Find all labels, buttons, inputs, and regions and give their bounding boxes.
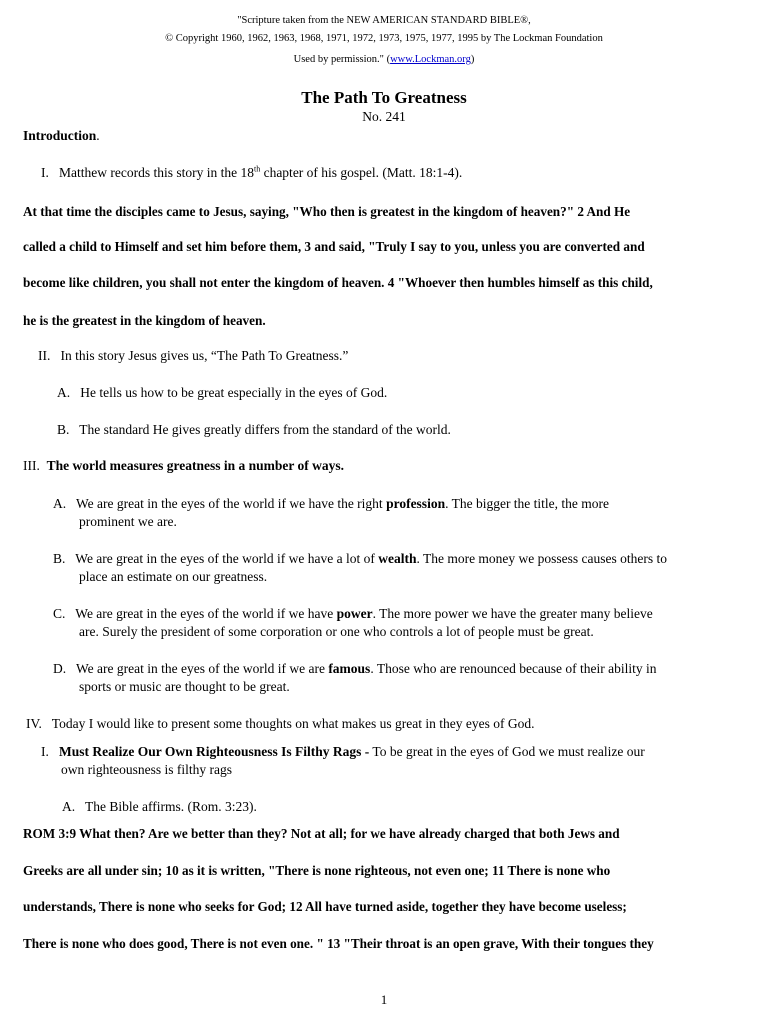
scripture-line: Greeks are all under sin; 10 as it is written, "There is none righteous, not even one; 11 There is none who [23, 863, 611, 878]
outline-continuation: sports or music are thought to be great. [79, 679, 290, 694]
outline-keyword: wealth [378, 551, 417, 566]
outline-text: The world measures greatness in a number of ways. [46, 458, 345, 473]
outline-subpoint [53, 551, 667, 567]
outline-marker: D. [53, 661, 67, 676]
outline-marker: A. [53, 496, 67, 511]
outline-marker: IV. [26, 716, 42, 731]
scripture-line: he is the greatest in the kingdom of heaven. [23, 313, 266, 328]
outline-keyword: famous [328, 661, 371, 676]
copyright-line-1: "Scripture taken from the NEW AMERICAN STANDARD BIBLE®, [237, 15, 531, 26]
outline-marker: III. [23, 458, 40, 473]
outline-text: Today I would like to present some thoughts on what makes us great in they eyes of God. [51, 716, 535, 731]
outline-subpoint [57, 422, 451, 438]
permission-text: Used by permission." ( [293, 54, 391, 65]
outline-point-2 [38, 348, 348, 364]
ordinal-superscript: th [253, 164, 261, 174]
outline-continuation: are. Surely the president of some corporation or one who controls a lot of people must be great. [79, 624, 594, 639]
lockman-link[interactable]: www.Lockman.org [390, 54, 471, 65]
outline-subpoint [62, 799, 257, 815]
section-text: To be great in the eyes of God we must realize our [369, 744, 645, 759]
outline-marker: II. [38, 348, 51, 363]
scripture-line: At that time the disciples came to Jesus, saying, "Who then is greatest in the kingdom of heaven?" 2 And He [23, 204, 631, 219]
outline-continuation: prominent we are. [79, 514, 177, 529]
outline-text-pre: Matthew records this story in the 18 [59, 165, 254, 180]
scripture-line: become like children, you shall not enter the kingdom of heaven. 4 "Whoever then humbles himself as this child, [23, 275, 653, 290]
outline-point-4 [26, 716, 535, 732]
section-heading-1 [41, 744, 645, 760]
outline-continuation: own righteousness is filthy rags [61, 762, 232, 777]
page-number: 1 [380, 992, 388, 1007]
document-title: The Path To Greatness [301, 88, 467, 107]
outline-text-pre: We are great in the eyes of the world if we have the right [76, 496, 387, 511]
outline-marker: C. [53, 606, 66, 621]
outline-marker: A. [62, 799, 76, 814]
outline-text-post: . Those who are renounced because of their ability in [370, 661, 657, 676]
outline-marker: I. [41, 165, 49, 180]
outline-subpoint [53, 496, 609, 512]
permission-close: ) [470, 54, 475, 65]
outline-text: The standard He gives greatly differs from the standard of the world. [79, 422, 451, 437]
scripture-line: ROM 3:9 What then? Are we better than they? Not at all; for we have already charged that both Jews and [23, 826, 620, 841]
outline-point-3 [23, 458, 344, 474]
outline-marker: B. [57, 422, 70, 437]
outline-text: The Bible affirms. (Rom. 3:23). [85, 799, 257, 814]
introduction-heading [23, 128, 100, 144]
introduction-period: . [96, 128, 100, 143]
copyright-line-2: © Copyright 1960, 1962, 1963, 1968, 1971, 1972, 1973, 1975, 1977, 1995 by The Lockman Foundation [165, 33, 603, 44]
outline-keyword: profession [386, 496, 446, 511]
outline-text: In this story Jesus gives us, “The Path To Greatness.” [60, 348, 349, 363]
outline-point-1 [41, 165, 462, 181]
outline-text-pre: We are great in the eyes of the world if we have [75, 606, 337, 621]
scripture-line: There is none who does good, There is not even one. " 13 "Their throat is an open grave, With their tongues they [23, 936, 654, 951]
outline-subpoint [53, 606, 653, 622]
scripture-line: called a child to Himself and set him before them, 3 and said, "Truly I say to you, unless you are converted and [23, 239, 645, 254]
outline-subpoint [53, 661, 656, 677]
outline-text-post: . The more money we possess causes others to [416, 551, 668, 566]
outline-text-post: . The bigger the title, the more [445, 496, 610, 511]
outline-marker: B. [53, 551, 66, 566]
introduction-label: Introduction [23, 128, 97, 143]
outline-text-pre: We are great in the eyes of the world if we have a lot of [75, 551, 379, 566]
sermon-number: No. 241 [362, 109, 406, 124]
outline-marker: I. [41, 744, 49, 759]
outline-marker: A. [57, 385, 71, 400]
outline-text-post: chapter of his gospel. (Matt. 18:1-4). [260, 165, 463, 180]
outline-continuation: place an estimate on our greatness. [79, 569, 268, 584]
copyright-line-3 [0, 53, 768, 66]
outline-subpoint [57, 385, 387, 401]
section-title: Must Realize Our Own Righteousness Is Filthy Rags - [59, 744, 370, 759]
outline-keyword: power [336, 606, 373, 621]
outline-text: He tells us how to be great especially in the eyes of God. [80, 385, 388, 400]
outline-text-pre: We are great in the eyes of the world if we are [76, 661, 329, 676]
scripture-line: understands, There is none who seeks for God; 12 All have turned aside, together they have become useless; [23, 899, 627, 914]
outline-text-post: . The more power we have the greater many believe [372, 606, 653, 621]
